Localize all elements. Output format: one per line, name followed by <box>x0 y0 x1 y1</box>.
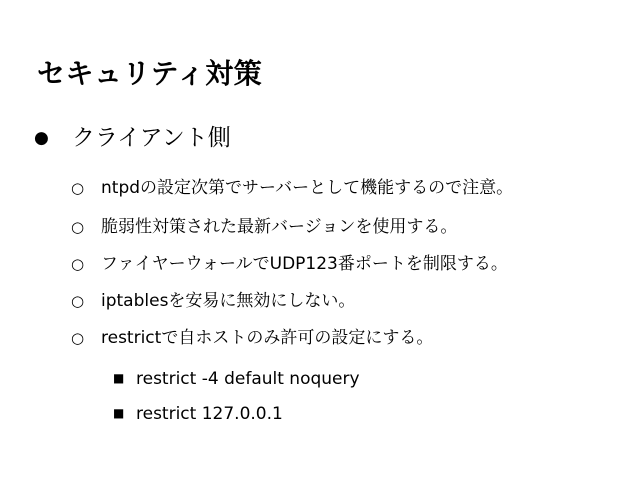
bullet-filled-circle-icon: ● <box>34 128 49 148</box>
list-item <box>71 215 457 239</box>
list-item-text: iptablesを安易に無効にしない。 <box>101 291 356 311</box>
bullet-hollow-circle-icon: ○ <box>71 255 85 273</box>
sub-list-item-text: restrict 127.0.0.1 <box>136 404 283 424</box>
slide-title: セキュリティ対策 <box>37 57 263 90</box>
list-item-text: 脆弱性対策された最新バージョンを使用する。 <box>101 217 458 237</box>
list-item-text: ファイヤーウォールでUDP123番ポートを制限する。 <box>101 254 508 274</box>
sub-list-item <box>113 401 283 426</box>
bullet-hollow-circle-icon: ○ <box>71 329 85 347</box>
bullet-square-icon: ■ <box>113 406 125 420</box>
list-item <box>71 252 508 276</box>
bullet-hollow-circle-icon: ○ <box>71 218 85 236</box>
sub-list-item-text: restrict -4 default noquery <box>136 369 360 389</box>
list-item <box>71 289 355 313</box>
list-item-text: ntpdの設定次第でサーバーとして機能するので注意。 <box>101 178 514 198</box>
bullet-hollow-circle-icon: ○ <box>71 292 85 310</box>
list-item <box>71 176 513 200</box>
sub-list-item <box>113 366 360 391</box>
heading-text: クライアント側 <box>72 125 231 151</box>
heading-bullet-item <box>34 122 231 154</box>
bullet-square-icon: ■ <box>113 371 125 385</box>
list-item <box>71 326 433 350</box>
list-item-text: restrictで自ホストのみ許可の設定にする。 <box>101 328 434 348</box>
bullet-hollow-circle-icon: ○ <box>71 179 85 197</box>
